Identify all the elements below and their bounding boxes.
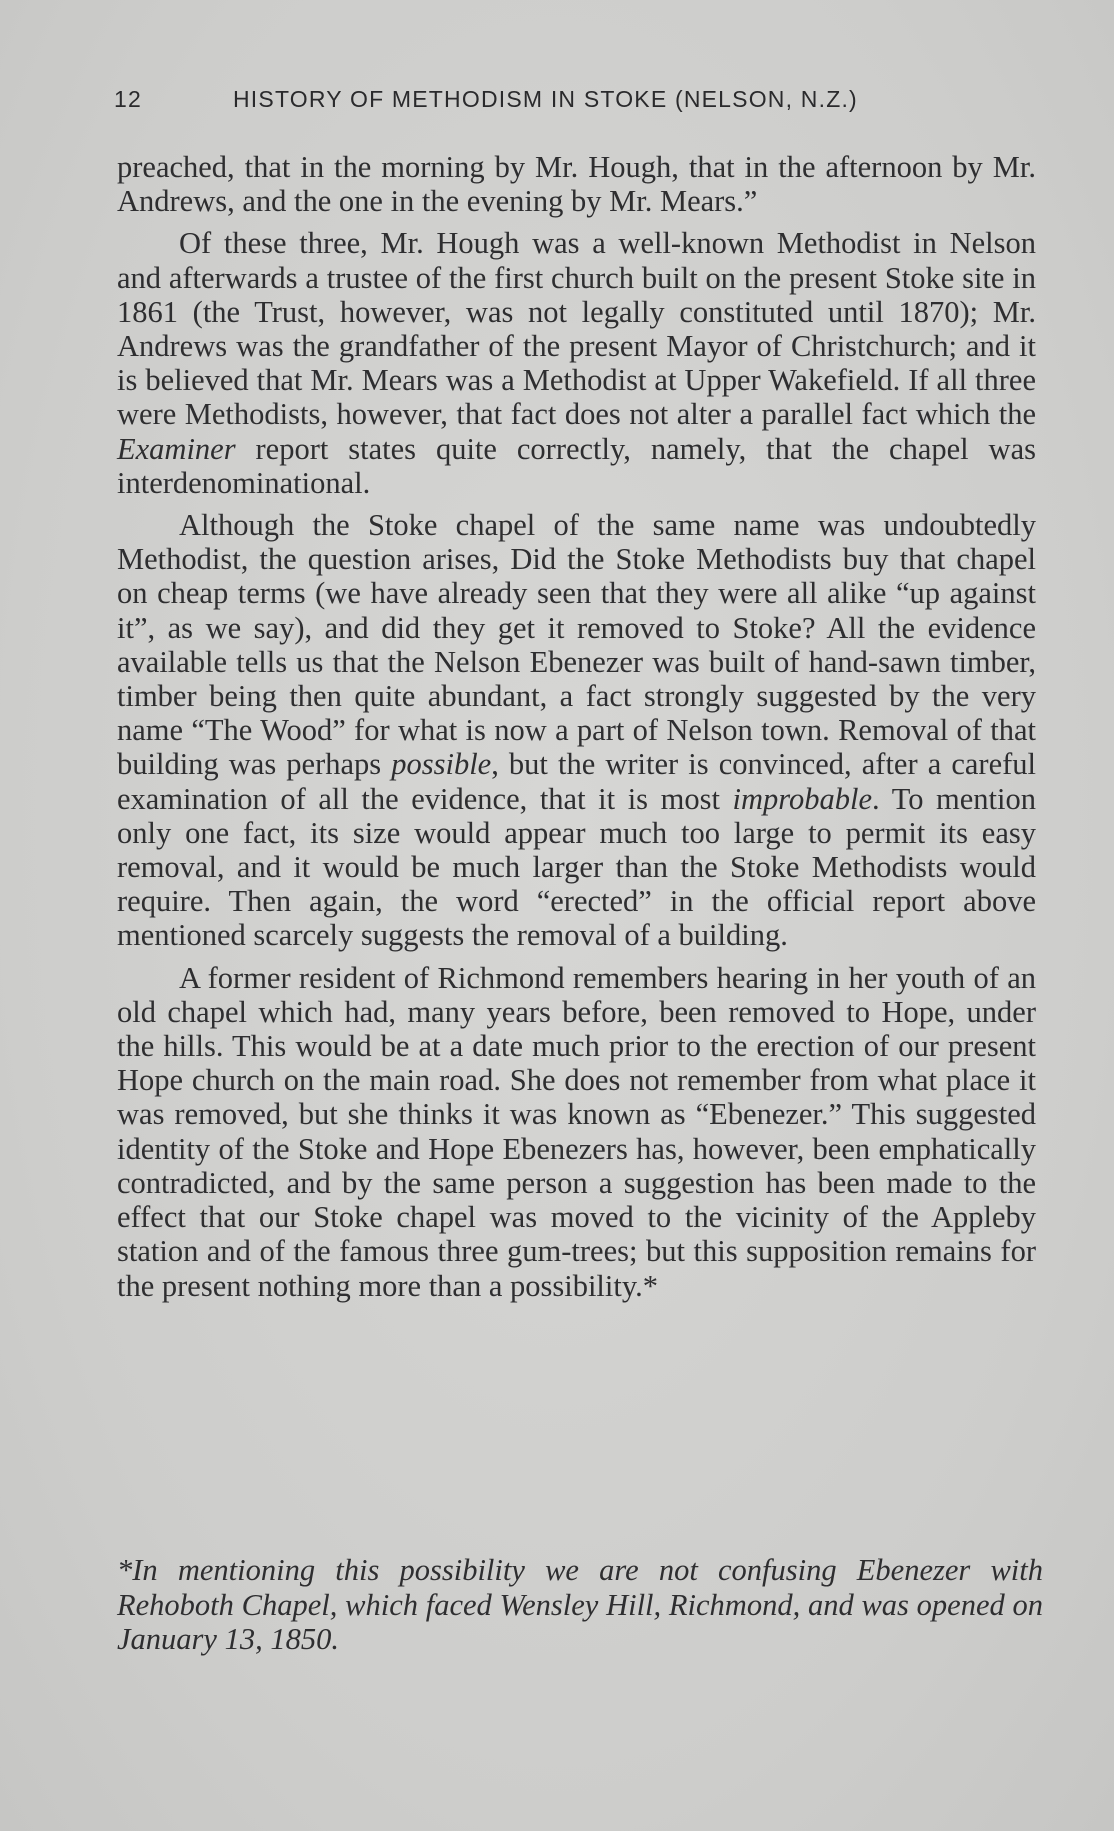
- paragraph-2: Of these three, Mr. Hough was a well-known Methodist in Nelson and afterwards a trustee of the first church built on the present Stoke site in 1861 (the Trust, however, was not legally constituted until 1870); Mr. Andrews was the grandfather of the present Mayor of Christchurch; and it is believed that Mr. Mears was a Methodist at Upper Wakefield. If all three were Methodists, however, that fact does not alter a parallel fact which the Examiner report states quite correctly, namely, that the chapel was interdenominational.: [117, 226, 1036, 500]
- running-title: HISTORY OF METHODISM IN STOKE (NELSON, N.Z.): [233, 86, 858, 112]
- body-text: [117, 150, 1036, 1311]
- footnote-text: *In mentioning this possibility we are not confusing Ebenezer with Rehoboth Chapel, which faced Wensley Hill, Richmond, and was opened on January 13, 1850.: [117, 1553, 1043, 1656]
- paragraph-3: Although the Stoke chapel of the same name was undoubtedly Methodist, the question arises, Did the Stoke Methodists buy that chapel on cheap terms (we have already seen that they were all alike “up against it”, as we say), and did they get it removed to Stoke? All the evidence available tells us that the Nelson Ebenezer was built of hand-sawn timber, timber being then quite abundant, a fact strongly suggested by the very name “The Wood” for what is now a part of Nelson town. Removal of that building was perhaps possible, but the writer is convinced, after a careful examination of all the evidence, that it is most improbable. To mention only one fact, its size would appear much too large to permit its easy removal, and it would be much larger than the Stoke Methodists would require. Then again, the word “erected” in the official report above mentioned scarcely suggests the removal of a building.: [117, 508, 1036, 953]
- paragraph-1: preached, that in the morning by Mr. Hough, that in the afternoon by Mr. Andrews, and the one in the evening by Mr. Mears.”: [117, 150, 1036, 219]
- page-number: 12: [114, 86, 142, 112]
- page-header: [114, 86, 914, 122]
- footnote: [117, 1553, 1043, 1657]
- paragraph-4: A former resident of Richmond remembers hearing in her youth of an old chapel which had, many years before, been removed to Hope, under the hills. This would be at a date much prior to the erection of our present Hope church on the main road. She does not remember from what place it was removed, but she thinks it was known as “Ebenezer.” This suggested identity of the Stoke and Hope Ebenezers has, however, been emphatically contradicted, and by the same person a suggestion has been made to the effect that our Stoke chapel was moved to the vicinity of the Appleby station and of the famous three gum-trees; but this supposition remains for the present nothing more than a possibility.*: [117, 960, 1036, 1303]
